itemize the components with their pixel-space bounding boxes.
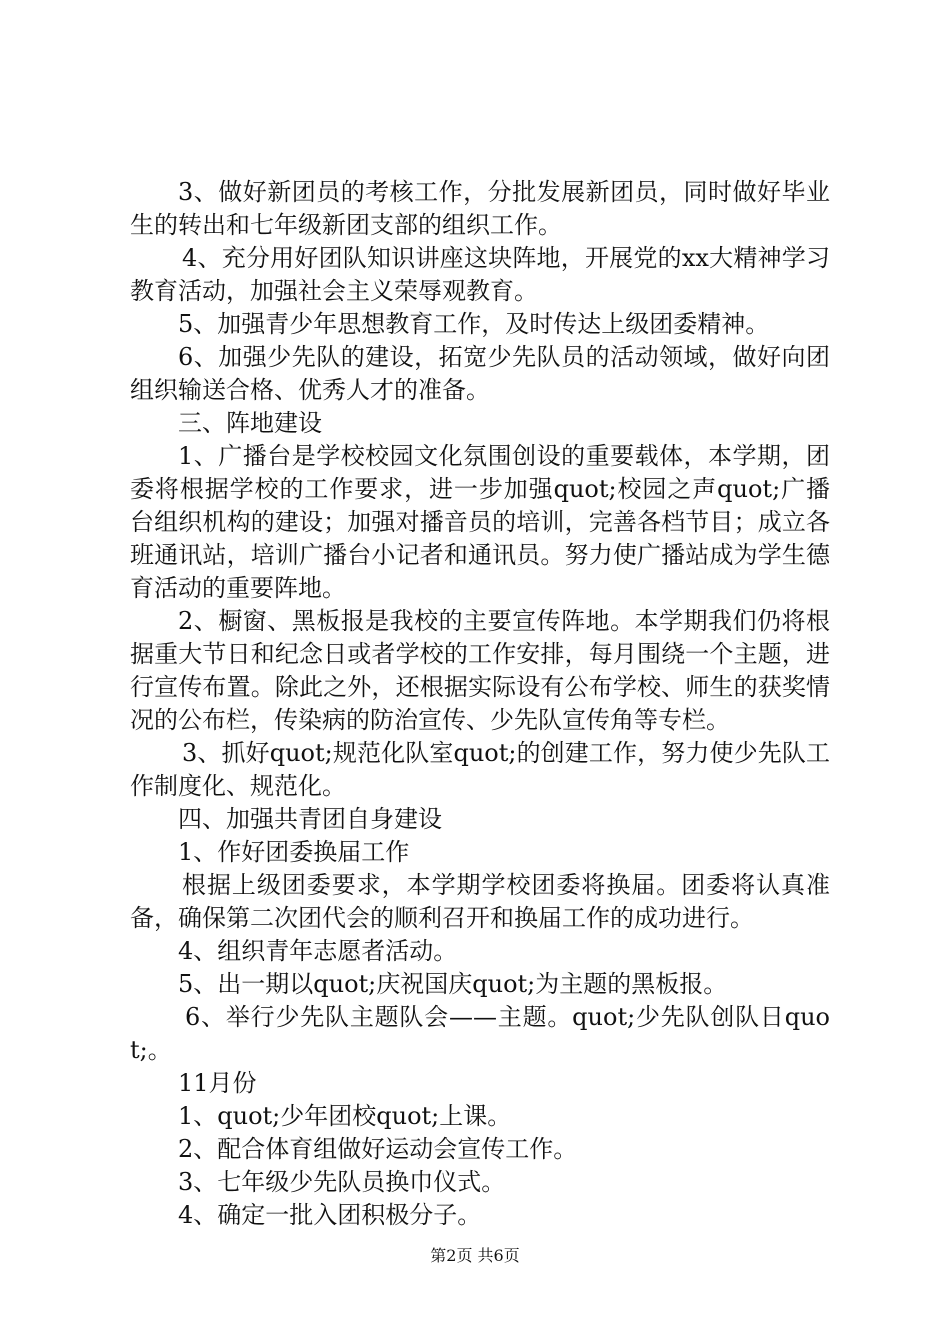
paragraph: 1、广播台是学校校园文化氛围创设的重要载体，本学期，团委将根据学校的工作要求，进一步加强quot;校园之声quot;广播台组织机构的建设；加强对播音员的培训，完善各档节目；成立各班通讯站，培训广播台小记者和通讯员。努力使广播站成为学生德育活动的重要阵地。 <box>130 442 830 602</box>
page-number-footer: 第2页 共6页 <box>430 1246 520 1265</box>
paragraph: 2、配合体育组做好运动会宣传工作。 <box>178 1135 578 1163</box>
section-heading: 四、加强共青团自身建设 <box>178 805 442 833</box>
paragraph: 2、橱窗、黑板报是我校的主要宣传阵地。本学期我们仍将根据重大节日和纪念日或者学校的工作安排，每月围绕一个主题，进行宣传布置。除此之外，还根据实际设有公布学校、师生的获奖情况的公布栏，传染病的防治宣传、少先队宣传角等专栏。 <box>130 607 830 734</box>
paragraph: 3、抓好quot;规范化队室quot;的创建工作，努力使少先队工作制度化、规范化。 <box>130 739 830 800</box>
month-heading: 11月份 <box>178 1069 257 1097</box>
section-heading: 三、阵地建设 <box>178 409 322 437</box>
paragraph: 5、出一期以quot;庆祝国庆quot;为主题的黑板报。 <box>178 970 728 998</box>
paragraph: 3、七年级少先队员换巾仪式。 <box>178 1168 506 1196</box>
paragraph: 6、举行少先队主题队会——主题。quot;少先队创队日quot;。 <box>130 1003 830 1064</box>
paragraph: 4、组织青年志愿者活动。 <box>178 937 458 965</box>
paragraph: 根据上级团委要求，本学期学校团委将换届。团委将认真准备，确保第二次团代会的顺利召开和换届工作的成功进行。 <box>130 871 830 932</box>
paragraph: 1、quot;少年团校quot;上课。 <box>178 1102 512 1130</box>
paragraph: 6、加强少先队的建设，拓宽少先队员的活动领域，做好向团组织输送合格、优秀人才的准备。 <box>130 343 830 404</box>
sub-heading: 1、作好团委换届工作 <box>178 838 410 866</box>
paragraph: 3、做好新团员的考核工作，分批发展新团员，同时做好毕业生的转出和七年级新团支部的组织工作。 <box>130 178 830 239</box>
paragraph: 5、加强青少年思想教育工作，及时传达上级团委精神。 <box>178 310 770 338</box>
paragraph: 4、充分用好团队知识讲座这块阵地，开展党的xx大精神学习教育活动，加强社会主义荣辱观教育。 <box>130 244 830 305</box>
document-body <box>130 176 830 1232</box>
paragraph: 4、确定一批入团积极分子。 <box>178 1201 482 1229</box>
